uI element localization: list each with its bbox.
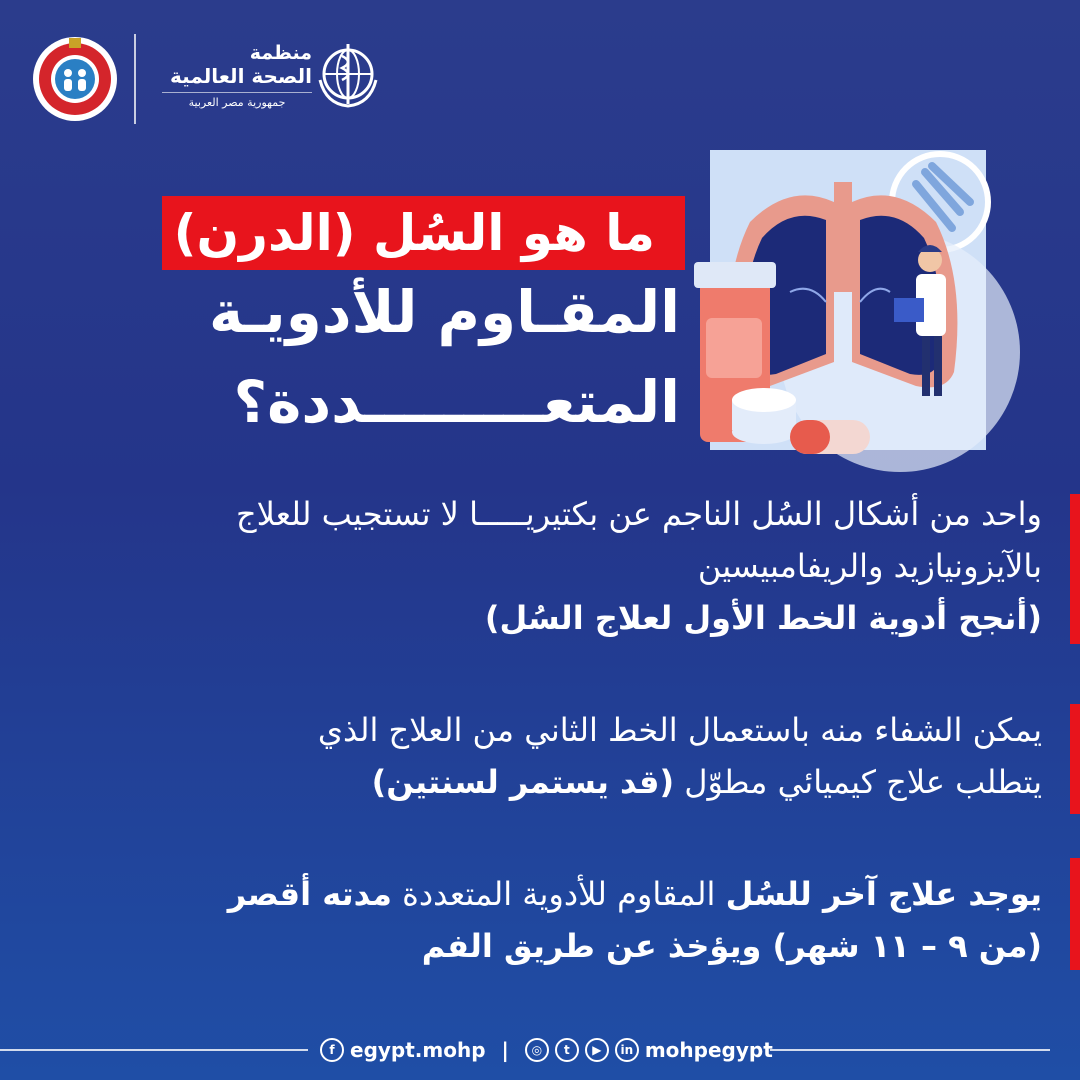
p2-line2-normal: يتطلب علاج كيميائي مطوّل	[674, 763, 1042, 801]
paragraph2-accent-bar	[1070, 704, 1080, 814]
who-name-line2: الصحة العالمية	[170, 64, 312, 88]
p3-bold2: مدته أقصر	[227, 875, 392, 913]
p3-normal: المقاوم للأدوية المتعددة	[391, 875, 726, 913]
title-red-band	[162, 196, 685, 270]
youtube-icon[interactable]: ▶	[585, 1038, 609, 1062]
paragraph-2	[102, 704, 1042, 808]
who-emblem-icon	[312, 40, 384, 112]
p2-line2-bold: (قد يستمر لسنتين)	[371, 763, 675, 801]
facebook-icon[interactable]: f	[320, 1038, 344, 1062]
title-line1: ما هو السُل (الدرن)	[173, 204, 655, 262]
p1-line2: بالآيزونيازيد والريفامبيسين	[697, 547, 1042, 585]
paragraph-1	[102, 488, 1042, 644]
p1-line1: واحد من أشكال السُل الناجم عن بكتيريـــــا لا تستجيب للعلاج	[235, 495, 1042, 533]
instagram-icon[interactable]: ◎	[525, 1038, 549, 1062]
title-line2: المقـاوم للأدويـة	[208, 278, 680, 346]
ministry-of-health-logo	[32, 36, 118, 122]
lungs-doctor-illustration	[640, 142, 1020, 472]
facebook-handle[interactable]: egypt.mohp	[350, 1038, 486, 1062]
linkedin-icon[interactable]: in	[615, 1038, 639, 1062]
footer-separator: |	[501, 1038, 509, 1062]
p2-line1: يمكن الشفاء منه باستعمال الخط الثاني من العلاج الذي	[317, 711, 1042, 749]
p1-line3-bold: (أنجح أدوية الخط الأول لعلاج السُل)	[484, 599, 1042, 637]
twitter-icon[interactable]: t	[555, 1038, 579, 1062]
header-divider	[134, 34, 136, 124]
social-handle[interactable]: mohpegypt	[644, 1038, 773, 1062]
p3-line2-bold: (من ٩ – ١١ شهر) ويؤخذ عن طريق الفم	[421, 927, 1042, 965]
who-name-line1: منظمة	[249, 42, 312, 64]
footer-rule-right	[770, 1049, 1050, 1051]
footer-rule-left	[0, 1049, 308, 1051]
paragraph3-accent-bar	[1070, 858, 1080, 970]
paragraph-3	[102, 868, 1042, 972]
paragraph1-accent-bar	[1070, 494, 1080, 644]
title-line3: المتعـــــــــددة؟	[233, 368, 680, 436]
p3-bold1: يوجد علاج آخر للسُل	[725, 875, 1042, 913]
who-country-line: جمهورية مصر العربية	[162, 92, 312, 111]
footer-social	[320, 1032, 773, 1068]
who-name-block	[162, 42, 312, 111]
